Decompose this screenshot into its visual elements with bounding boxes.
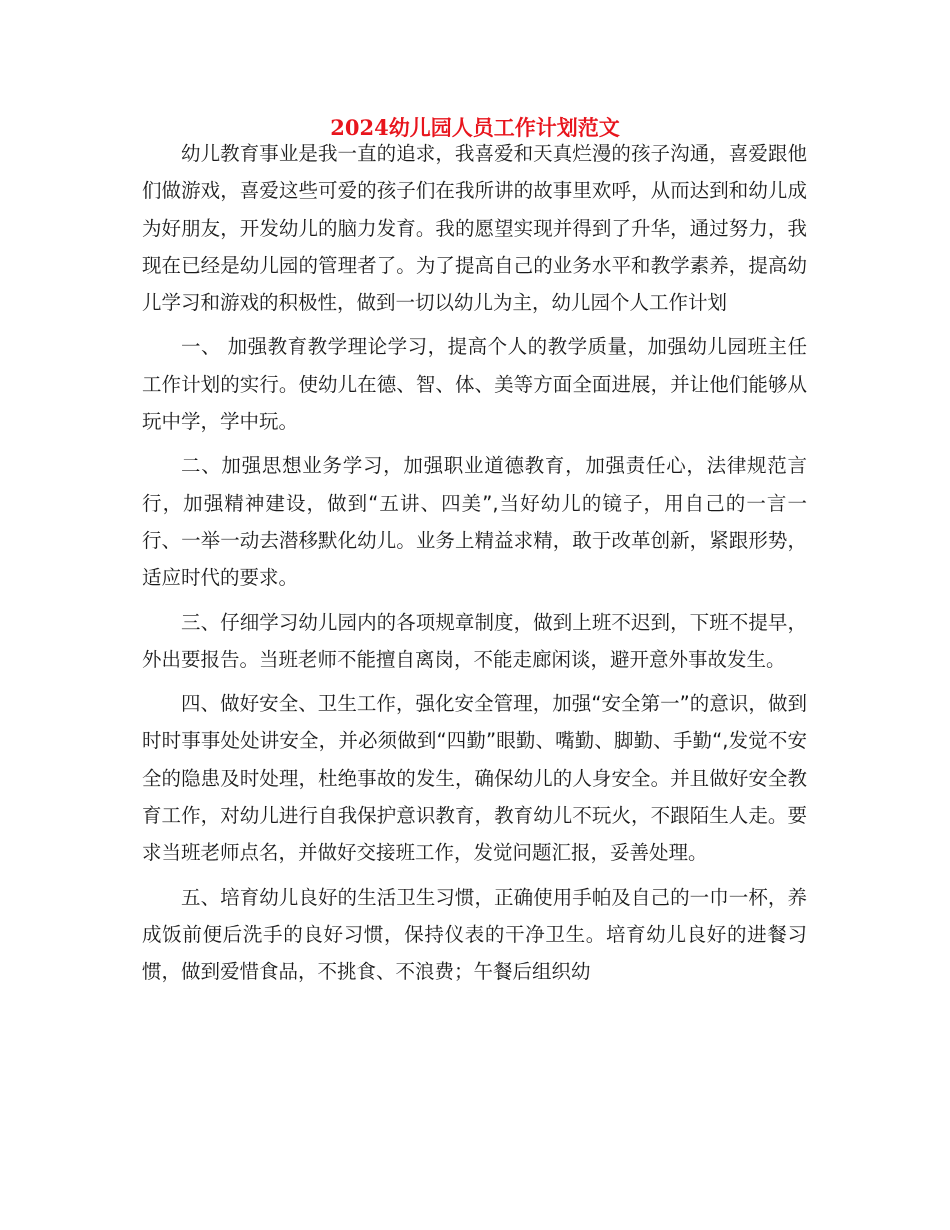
paragraph-1: 一、 加强教育教学理论学习，提高个人的教学质量，加强幼儿园班主任工作计划的实行。使幼儿在德、智、体、美等方面全面进展，并让他们能够从玩中学，学中玩。 — [142, 335, 807, 434]
document-title: 2024幼儿园人员工作计划范文 — [330, 115, 620, 140]
paragraph-3: 三、仔细学习幼儿园内的各项规章制度，做到上班不迟到，下班不提早，外出要报告。当班老师不能擅自离岗，不能走廊闲谈，避开意外事故发生。 — [142, 610, 807, 671]
paragraph-intro: 幼儿教育事业是我一直的追求，我喜爱和天真烂漫的孩子沟通，喜爱跟他们做游戏，喜爱这些可爱的孩子们在我所讲的故事里欢呼，从而达到和幼儿成为好朋友，开发幼儿的脑力发育。我的愿望实现并得到了升华，通过努力，我现在已经是幼儿园的管理者了。为了提高自己的业务水平和教学素养，提高幼儿学习和游戏的积极性，做到一切以幼儿为主，幼儿园个人工作计划 — [142, 142, 807, 315]
paragraph-5: 五、培育幼儿良好的生活卫生习惯，正确使用手帕及自己的一巾一杯，养成饭前便后洗手的良好习惯，保持仪表的干净卫生。培育幼儿良好的进餐习惯，做到爱惜食品，不挑食、不浪费；午餐后组织幼 — [142, 885, 807, 984]
document-body — [142, 135, 807, 991]
paragraph-4: 四、做好安全、卫生工作，强化安全管理，加强“安全第一”的意识，做到时时事事处处讲安全，并必须做到“四勤”眼勤、嘴勤、脚勤、手勤“,发觉不安全的隐患及时处理，杜绝事故的发生，确保幼儿的人身安全。并且做好安全教育工作，对幼儿进行自我保护意识教育，教育幼儿不玩火，不跟陌生人走。要求当班老师点名，并做好交接班工作，发觉问题汇报，妥善处理。 — [142, 692, 807, 865]
paragraph-2: 二、加强思想业务学习，加强职业道德教育，加强责任心，法律规范言行，加强精神建设，做到“五讲、四美”,当好幼儿的镜子，用自己的一言一行、一举一动去潜移默化幼儿。业务上精益求精，敢于改革创新，紧跟形势，适应时代的要求。 — [142, 454, 807, 590]
